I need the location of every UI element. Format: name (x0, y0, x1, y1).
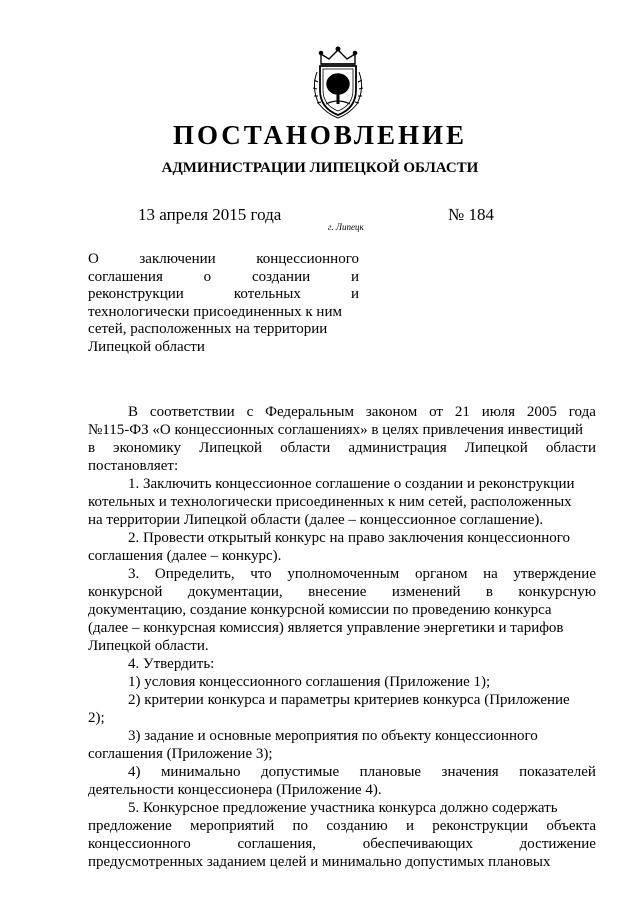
body-line: №115-ФЗ «О концессионных соглашениях» в целях привлечения инвестиций (88, 422, 584, 438)
document-title: ПОСТАНОВЛЕНИЕ (172, 120, 468, 150)
subject-line: О заключении концессионного (88, 251, 359, 267)
body-line: 4. Утвердить: (128, 656, 215, 672)
subject-block (88, 251, 359, 357)
body-line: 5. Конкурсное предложение участника конкурса должно содержать (128, 800, 558, 816)
body-line: 1. Заключить концессионное соглашение о создании и реконструкции (128, 476, 575, 492)
subject-line: Липецкой области (88, 338, 205, 355)
subject-line: сетей, расположенных на территории (88, 321, 328, 338)
document-body (88, 403, 596, 871)
document-subtitle: АДМИНИСТРАЦИИ ЛИПЕЦКОЙ ОБЛАСТИ (161, 160, 479, 176)
body-line: В соответствии с Федеральным законом от 21 июля 2005 года (128, 404, 596, 420)
body-line: конкурсной документации, внесение изменений в конкурсную (88, 584, 596, 600)
body-line: 3. Определить, что уполномоченным органом на утверждение (128, 566, 596, 582)
body-line: соглашения (Приложение 3); (88, 746, 273, 762)
body-line: 2); (88, 710, 105, 726)
body-line: концессионного соглашения, обеспечивающих достижение (88, 836, 596, 852)
body-line: деятельности концессионера (Приложение 4). (88, 782, 382, 798)
document-city: г. Липецк (328, 222, 364, 232)
body-line: в экономику Липецкой области администрация Липецкой области (88, 440, 596, 456)
subject-line: соглашения о создании и (88, 268, 359, 285)
body-line: 4) минимально допустимые плановые значения показателей (128, 764, 596, 780)
body-line: документацию, создание конкурсной комиссии по проведению конкурса (88, 602, 552, 618)
document-date: 13 апреля 2015 года (138, 205, 282, 224)
document-number: № 184 (448, 205, 494, 224)
subject-line: реконструкции котельных и (88, 286, 359, 303)
coat-of-arms-icon (299, 42, 377, 120)
body-line: Липецкой области. (88, 638, 209, 654)
body-line: (далее – конкурсная комиссия) является управление энергетики и тарифов (88, 620, 564, 636)
body-line: котельных и технологически присоединенных к ним сетей, расположенных (88, 494, 572, 510)
body-line: 3) задание и основные мероприятия по объекту концессионного (128, 728, 538, 744)
body-line: на территории Липецкой области (далее – концессионное соглашение). (88, 512, 544, 528)
body-line: 2) критерии конкурса и параметры критериев конкурса (Приложение (128, 692, 570, 708)
body-line: 1) условия концессионного соглашения (Приложение 1); (128, 674, 491, 690)
body-line: соглашения (далее – конкурс). (88, 548, 282, 564)
body-line: постановляет: (88, 458, 179, 474)
body-line: предусмотренных заданием целей и минимально допустимых плановых (88, 854, 551, 870)
subject-line: технологически присоединенных к ним (88, 303, 342, 320)
body-line: 2. Провести открытый конкурс на право заключения концессионного (128, 530, 571, 546)
body-line: предложение мероприятий по созданию и реконструкции объекта (88, 818, 596, 834)
